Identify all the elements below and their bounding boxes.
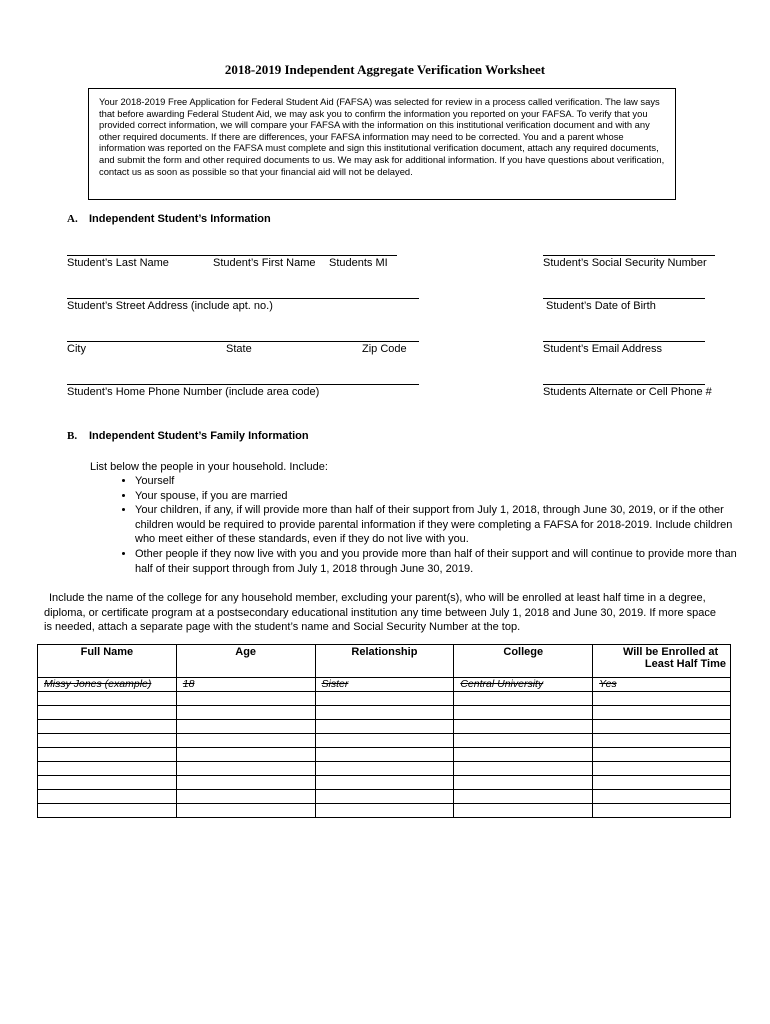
alt-phone-line[interactable] [543,384,705,385]
table-row [38,692,731,706]
section-a-heading [67,213,271,225]
cell-full-name[interactable] [38,776,177,790]
cell-enrolled[interactable] [593,720,731,734]
example-college: Central University [454,678,593,692]
cell-full-name[interactable] [38,804,177,818]
cell-relationship[interactable] [315,720,454,734]
col-enrolled-line1: Will be Enrolled at [622,646,719,658]
cell-college[interactable] [454,720,593,734]
col-college: College [454,645,593,678]
dob-label: Student’s Date of Birth [546,300,656,312]
cell-enrolled[interactable] [593,706,731,720]
household-table [37,644,731,818]
cell-college[interactable] [454,734,593,748]
cell-enrolled[interactable] [593,790,731,804]
table-row [38,804,731,818]
cell-relationship[interactable] [315,776,454,790]
address-line[interactable] [67,298,419,299]
college-note: Include the name of the college for any household member, excluding your parent(s), who will be enrolled at least half time in a degree, diploma, or certificate program at a postsecondary educational institution any time between July 1, 2018 and June 30, 2019. If more space is needed, attach a separate page with the student’s name and Social Security Number at the top. [44,592,717,633]
cell-relationship[interactable] [315,790,454,804]
cell-full-name[interactable] [38,706,177,720]
table-row [38,776,731,790]
first-name-label: Student’s First Name [213,257,316,269]
ssn-label: Student’s Social Security Number [543,257,707,269]
cell-enrolled[interactable] [593,776,731,790]
table-row [38,734,731,748]
cell-age[interactable] [176,692,315,706]
cell-age[interactable] [176,748,315,762]
home-phone-line[interactable] [67,384,419,385]
cell-age[interactable] [176,804,315,818]
name-line[interactable] [67,255,397,256]
example-age: 18 [176,678,315,692]
cell-enrolled[interactable] [593,762,731,776]
cell-college[interactable] [454,776,593,790]
list-item: • Yourself [135,474,745,489]
city-label: City [67,343,86,355]
address-label: Student’s Street Address (include apt. no.) [67,300,273,312]
cell-relationship[interactable] [315,748,454,762]
section-a-letter: A. [67,213,78,225]
cell-college[interactable] [454,692,593,706]
list-item: • Your children, if any, if will provide more than half of their support from July 1, 2018, through June 30, 2019, or if the other children would be required to provide parental information if they were completing a FAFSA for 2018-2019. Include children who meet either of these standards, even if they do not live with you. [135,503,745,547]
alt-phone-label: Students Alternate or Cell Phone # [543,386,712,398]
cell-relationship[interactable] [315,734,454,748]
table-row [38,790,731,804]
cell-full-name[interactable] [38,692,177,706]
cell-full-name[interactable] [38,748,177,762]
cell-full-name[interactable] [38,720,177,734]
cell-relationship[interactable] [315,804,454,818]
cell-relationship[interactable] [315,706,454,720]
city-state-zip-line[interactable] [67,341,419,342]
example-row [38,678,731,692]
cell-college[interactable] [454,790,593,804]
mi-label: Students MI [329,257,388,269]
list-item: • Your spouse, if you are married [135,489,745,504]
cell-age[interactable] [176,734,315,748]
cell-full-name[interactable] [38,762,177,776]
col-age: Age [176,645,315,678]
section-b-letter: B. [67,430,78,442]
cell-enrolled[interactable] [593,734,731,748]
cell-age[interactable] [176,776,315,790]
section-b-heading [67,430,309,442]
page-title: 2018-2019 Independent Aggregate Verification Worksheet [224,62,546,77]
table-row [38,706,731,720]
ssn-line[interactable] [543,255,715,256]
cell-college[interactable] [454,748,593,762]
col-enrolled [593,645,731,678]
table-row [38,720,731,734]
section-a-title: Independent Student’s Information [89,213,271,225]
example-relationship: Sister [315,678,454,692]
example-enrolled: Yes [593,678,731,692]
state-label: State [226,343,252,355]
dob-line[interactable] [543,298,705,299]
list-item: • Other people if they now live with you and you provide more than half of their support and will continue to provide more than half of their support through from July 1, 2018 through June 30, 2019. [135,547,745,576]
table-row [38,748,731,762]
email-label: Student’s Email Address [543,343,663,355]
household-list [114,474,745,576]
example-full-name: Missy Jones (example) [38,678,177,692]
cell-age[interactable] [176,720,315,734]
col-full-name: Full Name [38,645,177,678]
last-name-label: Student’s Last Name [67,257,169,269]
cell-enrolled[interactable] [593,748,731,762]
cell-age[interactable] [176,790,315,804]
table-row [38,762,731,776]
cell-full-name[interactable] [38,790,177,804]
email-line[interactable] [543,341,705,342]
cell-college[interactable] [454,804,593,818]
cell-age[interactable] [176,762,315,776]
cell-enrolled[interactable] [593,692,731,706]
home-phone-label: Student’s Home Phone Number (include area code) [67,386,320,398]
list-intro: List below the people in your household. Include: [90,461,328,473]
cell-relationship[interactable] [315,692,454,706]
zip-label: Zip Code [362,343,407,355]
col-enrolled-line2: Least Half Time [644,658,726,670]
cell-age[interactable] [176,706,315,720]
cell-college[interactable] [454,706,593,720]
cell-relationship[interactable] [315,762,454,776]
cell-enrolled[interactable] [593,804,731,818]
col-relationship: Relationship [315,645,454,678]
cell-full-name[interactable] [38,734,177,748]
section-b-title: Independent Student’s Family Information [89,430,309,442]
intro-text: Your 2018-2019 Free Application for Federal Student Aid (FAFSA) was selected for review in a process called verification. The law says that before awarding Federal Student Aid, we may ask you to confirm the information you reported on your FAFSA. To verify that you provided correct information, we will compare your FAFSA with the information on this institutional verification document and with any other required documents. If there are differences, your FAFSA information may need to be corrected. You and a parent whose information was reported on the FAFSA must complete and sign this institutional verification document, attach any required documents, and submit the form and other required documents to us. We may ask for additional information. If you have questions about verification, contact us as soon as possible so that your financial aid will not be delayed. [99,96,665,177]
cell-college[interactable] [454,762,593,776]
table-header-row [38,645,731,678]
